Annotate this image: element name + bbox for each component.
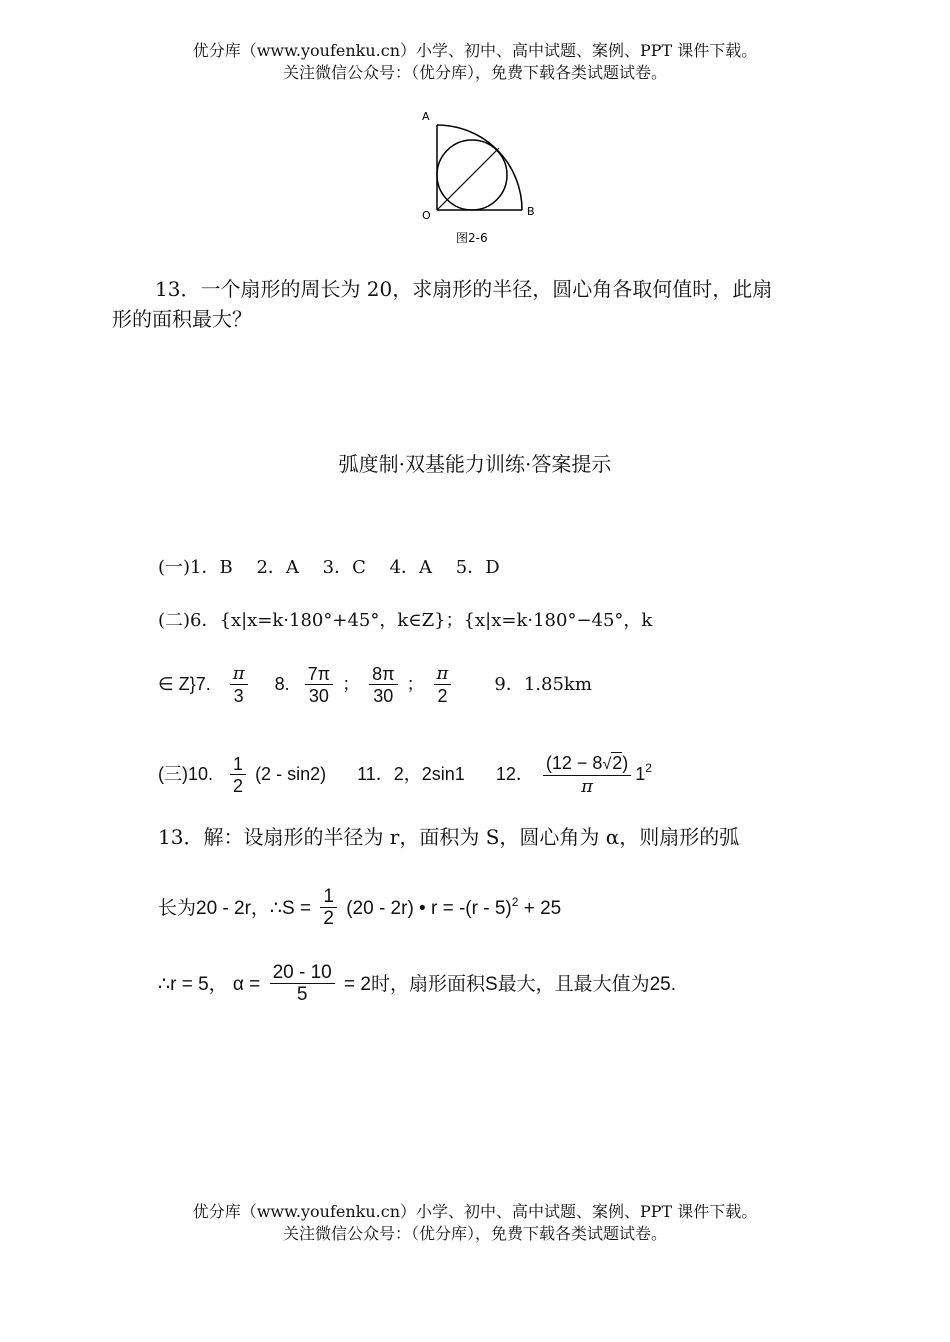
answers-row-1: (一)1．B 2．A 3．C 4．A 5．D: [158, 557, 500, 578]
sol3-part-a: ∴r = 5， α =: [158, 974, 261, 995]
fraction-q10: [230, 754, 246, 797]
fraction-q7: [230, 664, 248, 707]
sol2-denominator: 2: [320, 907, 337, 930]
diagonal-line: [437, 148, 499, 210]
sol2-numerator: 1: [323, 886, 334, 908]
label-o: O: [422, 209, 431, 222]
answers-row-2: (二)6．{x|x=k·180°+45°，k∈Z}；{x|x=k·180°−45°，k: [158, 610, 653, 631]
q8-separator-1: ；: [342, 674, 361, 694]
label-a: A: [422, 110, 430, 123]
q12-num-b: ): [622, 753, 629, 774]
solution-13-line-2: [158, 872, 561, 932]
fraction-q8c: [434, 664, 452, 707]
answers-title: 弧度制·双基能力训练·答案提示: [338, 452, 612, 476]
sol3-denominator: 5: [270, 983, 335, 1006]
figure-caption: 图2-6: [456, 231, 488, 245]
q12-denominator: π: [543, 775, 631, 798]
q12-exponent: 2: [645, 761, 652, 775]
row4-prefix: (三)10.: [158, 764, 214, 784]
sol2-part-a: 长为20 - 2r，∴S =: [158, 898, 312, 919]
q10-denominator: 2: [230, 774, 246, 797]
q12-num-a: (12 − 8: [545, 753, 603, 774]
label-b: B: [527, 205, 535, 218]
q12-sqrt: 2: [612, 753, 623, 774]
sol2-fraction: [320, 887, 337, 930]
q7-numerator: π: [232, 662, 245, 684]
sol3-part-b: = 2时，扇形面积S最大，且最大值为25.: [344, 974, 677, 995]
q8b-numerator: 8π: [372, 663, 395, 684]
header-line-1: 优分库（www.youfenku.cn）小学、初中、高中试题、案例、PPT 课件下载。: [192, 41, 758, 60]
sol3-numerator: 20 - 10: [272, 962, 332, 984]
q12-tail: 1: [635, 764, 646, 784]
q8-separator-2: ；: [406, 674, 425, 694]
q10-rest: (2 - sin2): [255, 764, 327, 784]
q9-answer: 9．1.85km: [494, 674, 592, 695]
sol2-part-c: + 25: [523, 898, 562, 919]
q11-answer: 11．2，2sin1: [357, 764, 465, 784]
figure-2-6: [400, 105, 560, 250]
fraction-q12: [543, 752, 631, 798]
row3-prefix: ∈ Z}7.: [158, 674, 211, 694]
sol3-fraction: [270, 963, 335, 1006]
q8a-denominator: 30: [305, 684, 333, 707]
fraction-q8a: [305, 664, 333, 707]
q8a-numerator: 7π: [307, 663, 331, 684]
q10-numerator: 1: [233, 753, 244, 774]
sol2-exponent: 2: [511, 895, 519, 909]
q8c-numerator: π: [436, 662, 449, 684]
q12-numerator: (12 − 8√2): [545, 753, 629, 774]
answers-row-3: [158, 656, 592, 712]
q8-label: 8.: [274, 674, 290, 694]
solution-13-line-1: 13．解：设扇形的半径为 r，面积为 S，圆心角为 α，则扇形的弧: [158, 825, 740, 849]
sector-diagram: [400, 105, 560, 250]
q8c-denominator: 2: [434, 684, 452, 707]
q12-label: 12．: [495, 764, 534, 784]
footer-line-1: 优分库（www.youfenku.cn）小学、初中、高中试题、案例、PPT 课件下载。: [192, 1202, 758, 1221]
q7-denominator: 3: [230, 684, 248, 707]
solution-13-line-3: [158, 955, 676, 1015]
fraction-q8b: [369, 664, 397, 707]
answers-row-4: [158, 740, 652, 796]
q8b-denominator: 30: [369, 684, 397, 707]
problem-13-line-2: 形的面积最大？: [112, 307, 252, 331]
header-line-2: 关注微信公众号：（优分库），免费下载各类试题试卷。: [282, 63, 667, 82]
problem-13-line-1: 13．一个扇形的周长为 20，求扇形的半径，圆心角各取何值时，此扇: [155, 277, 773, 301]
footer-line-2: 关注微信公众号：（优分库），免费下载各类试题试卷。: [282, 1224, 667, 1243]
sol2-part-b: (20 - 2r) • r = -(r - 5): [346, 898, 512, 919]
